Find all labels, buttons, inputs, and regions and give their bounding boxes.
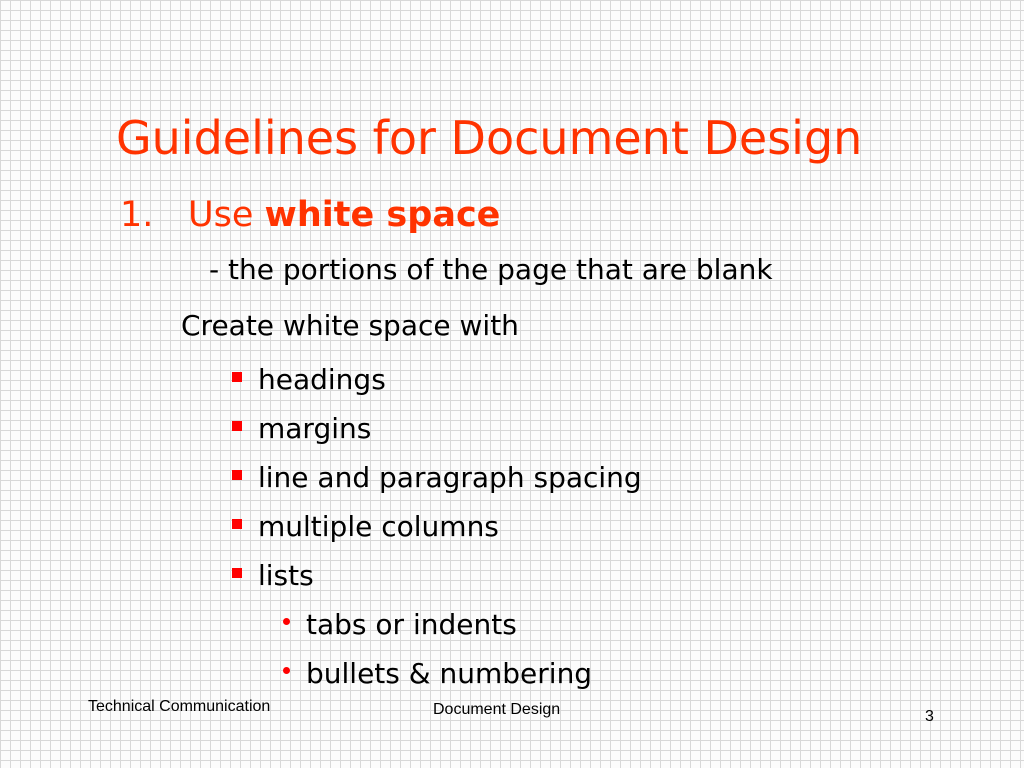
list-item-label: line and paragraph spacing <box>258 461 642 494</box>
sub-list-item-label: bullets & numbering <box>306 657 593 690</box>
list-item <box>232 502 642 551</box>
lists-sub-list <box>283 600 592 698</box>
list-item <box>232 355 642 404</box>
list-item-label: headings <box>258 363 386 396</box>
footer-topic: Document Design <box>433 701 561 718</box>
list-item <box>232 404 642 453</box>
point-number: 1. <box>120 195 154 235</box>
list-item <box>232 453 642 502</box>
list-item-label: lists <box>258 559 314 592</box>
point-emphasis: white space <box>264 195 501 235</box>
definition-text: - the portions of the page that are blank <box>209 253 773 286</box>
footer-course-title: Technical Communication <box>88 698 271 715</box>
square-bullet-icon <box>232 372 242 382</box>
intro-text: Create white space with <box>181 309 519 342</box>
slide-title: Guidelines for Document Design <box>116 111 863 165</box>
list-item <box>232 551 642 600</box>
square-bullet-icon <box>232 421 242 431</box>
numbered-point <box>120 192 500 238</box>
list-item-label: multiple columns <box>258 510 499 543</box>
page-number: 3 <box>925 708 934 725</box>
sub-list-item <box>283 649 592 698</box>
list-item-label: margins <box>258 412 372 445</box>
square-bullet-icon <box>232 519 242 529</box>
point-lead: Use <box>188 195 254 235</box>
sub-list-item <box>283 600 592 649</box>
dot-bullet-icon <box>283 667 290 674</box>
square-bullet-icon <box>232 568 242 578</box>
square-bullet-icon <box>232 470 242 480</box>
dot-bullet-icon <box>283 618 290 625</box>
technique-list <box>232 355 642 600</box>
sub-list-item-label: tabs or indents <box>306 608 517 641</box>
